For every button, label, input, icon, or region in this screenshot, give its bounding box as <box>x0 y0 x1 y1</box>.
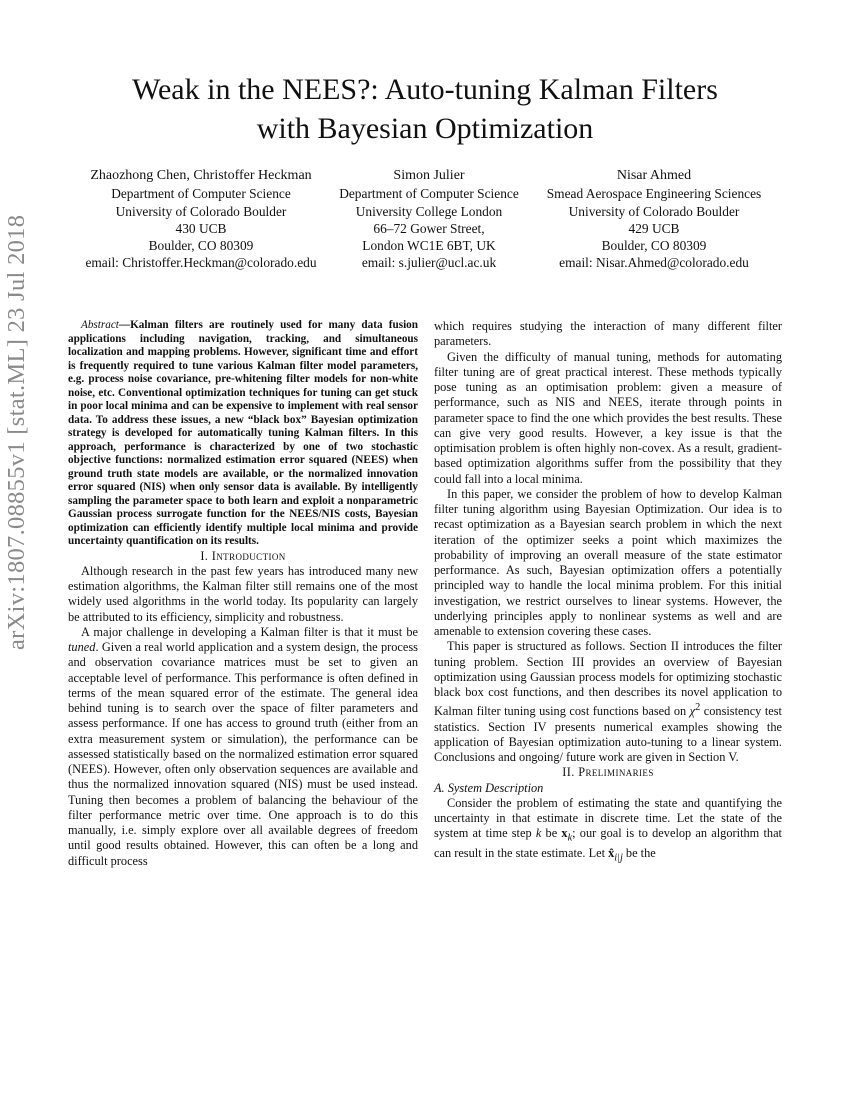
author-address-line: 430 UCB <box>175 220 227 236</box>
abstract <box>68 319 418 549</box>
paragraph-continued: which requires studying the interaction of many different filter parameters. <box>434 319 782 349</box>
author-department: Department of Computer Science <box>111 186 291 202</box>
author-address-line: 429 UCB <box>628 220 680 236</box>
title-line-2: with Bayesian Optimization <box>256 112 594 145</box>
chi-symbol: χ <box>689 704 696 719</box>
left-column <box>68 319 418 869</box>
author-address-city: London WC1E 6BT, UK <box>362 238 496 254</box>
author-email: email: Nisar.Ahmed@colorado.edu <box>559 255 749 271</box>
abstract-text: —Kalman filters are routinely used for many data fusion applications including navigation, tracking, and simultaneous localization and mapping problems. However, significant time and effort is frequently required to tune various Kalman filter model parameters, e.g. process noise covariance, pre-whitening filter models for non-white noise, etc. Conventional optimization techniques for tuning can get stuck in poor local minima and can be expensive to implement with real sensor data. To address these issues, a new “black box” Bayesian optimization strategy is developed for automatically tuning Kalman filters. In this approach, performance is characterized by one of two stochastic objective functions: normalized estimation error squared (NEES) when ground truth state models are available, or the normalized innovation error squared (NIS) when only sensor data is available. By intelligently sampling the parameter space to both learn and exploit a nonparametric Gaussian process surrogate function for the NEES/NIS costs, Bayesian optimization can efficiently identify multiple local minima and provide uncertainty quantification on its results. <box>68 319 418 547</box>
chi-exponent: 2 <box>695 702 701 714</box>
author-block-1 <box>68 167 334 272</box>
paragraph: Given the difficulty of manual tuning, methods for automating filter tuning are of great practical interest. These methods typically pose tuning as an optimisation problem: given a measure of performance, such as NIS and NEES, iterate through points in parameter space to find the one which provides the best results. These can give very good results. However, a key issue is that the optimisation problem is often highly non-covex. As a result, gradient-based optimization algorithms suffer from the possibility that they could fall into a local minima. <box>434 349 782 486</box>
author-block-2 <box>331 167 527 272</box>
right-column <box>434 319 782 866</box>
author-email: email: Christoffer.Heckman@colorado.edu <box>85 255 317 271</box>
author-address-city: Boulder, CO 80309 <box>601 238 707 254</box>
abstract-label: Abstract <box>81 319 119 331</box>
author-organization: University College London <box>355 203 503 219</box>
paper-title <box>60 70 790 148</box>
author-department: Smead Aerospace Engineering Sciences <box>546 186 762 202</box>
author-email: email: s.julier@ucl.ac.uk <box>361 255 497 271</box>
author-organization: University of Colorado Boulder <box>115 203 287 219</box>
author-name: Nisar Ahmed <box>616 168 692 183</box>
paragraph: This paper is structured as follows. Section II introduces the filter tuning problem. Section III provides an overview of Bayesian optimization using Gaussian process models for optimizing stochastic black box cost functions, and then describes its novel application to Kalman filter tuning using cost functions based on $\chi^2$ consistency test statistics. Section IV presents numerical examples showing the application of Bayesian optimization auto-tuning to a linear system. Conclusions and ongoing/ future work are given in Section V. <box>434 639 782 765</box>
paragraph: A major challenge in developing a Kalman filter is that it must be tuned. Given a real world application and a system design, the process and observation covariance matrices must be set to given an acceptable level of performance. This performance is often defined in terms of the mean squared error of the estimate. The general idea behind tuning is to search over the space of filter parameters and assess performance. If one has access to ground truth (either from an extra measurement system or simulation), the performance can be assessed statistically based on the normalized estimation error squared (NEES). However, often only observation sequences are available and thus the normalized innovation squared (NIS) must be used instead. Tuning then becomes a problem of balancing the behaviour of the filter performance metric over time. One approach is to do this manually, i.e. simply explore over all available degrees of freedom until good results obtained. However, this can often be a long and difficult process <box>68 624 418 868</box>
author-block-3 <box>534 167 774 272</box>
paragraph: Although research in the past few years has introduced many new estimation algorithms, the Kalman filter still remains one of the most widely used algorithms in the world today. Its popularity can largely be attributed to its efficiency, simplicity and robustness. <box>68 563 418 624</box>
author-address-line: 66–72 Gower Street, <box>373 220 485 236</box>
title-line-1: Weak in the NEES?: Auto-tuning Kalman Filters <box>132 73 718 106</box>
author-name: Simon Julier <box>393 168 465 183</box>
emphasis: tuned <box>68 640 96 654</box>
section-heading-introduction: I. Introduction <box>200 548 286 563</box>
section-heading-preliminaries: II. Preliminaries <box>562 765 654 780</box>
paragraph: In this paper, we consider the problem of how to develop Kalman filter tuning algorithm using Bayesian Optimization. Our idea is to recast optimization as a Bayesian search problem in which the next iteration of the optimizer seeks a point which maximizes the probability of improving an overall measure of the state estimator performance. As such, Bayesian optimization offers a potentially principled way to handle the local minima problem. For this initial investigation, we restrict ourselves to linear systems. However, the underlying principles apply to nonlinear systems as well and are amenable to extension covering these cases. <box>434 486 782 638</box>
author-department: Department of Computer Science <box>339 186 519 202</box>
author-address-city: Boulder, CO 80309 <box>148 238 254 254</box>
subsection-heading: A. System Description <box>434 780 544 795</box>
paragraph: Consider the problem of estimating the state and quantifying the uncertainty in that estimate in discrete time. Let the state of the system at time step k be $x_k$; our goal is to develop an algorithm that can result in the state estimate. Let $x̂_{i|j}$ be the <box>434 795 782 864</box>
author-name: Zhaozhong Chen, Christoffer Heckman <box>90 168 312 183</box>
author-organization: University of Colorado Boulder <box>568 203 740 219</box>
